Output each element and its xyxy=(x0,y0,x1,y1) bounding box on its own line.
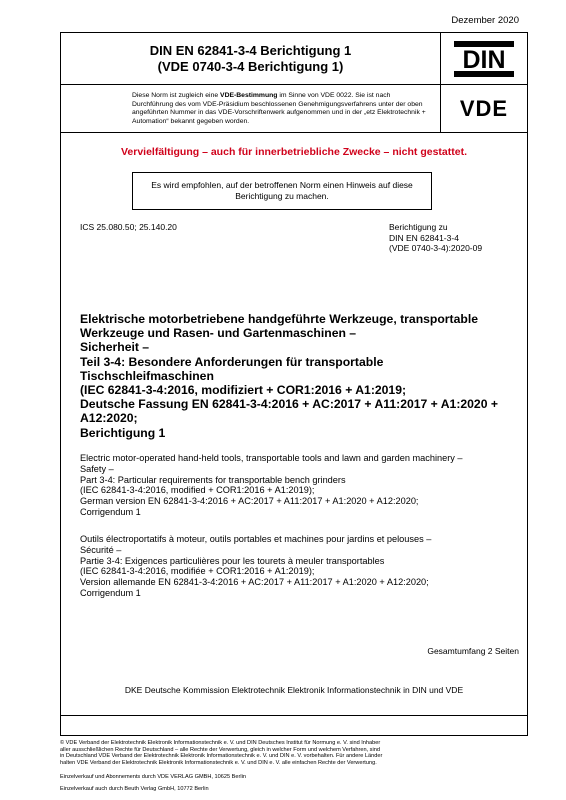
title-line-din: DIN EN 62841-3-4 Berichtigung 1 xyxy=(149,42,352,58)
hint-line-1: Es wird empfohlen, auf der betroffenen Norm einen Hinweis auf diese xyxy=(151,180,413,190)
ics-code: ICS 25.080.50; 25.140.20 xyxy=(80,222,177,232)
publication-date: Dezember 2020 xyxy=(451,15,519,26)
divider-footer xyxy=(60,715,528,716)
correction-reference: Berichtigung zu DIN EN 62841-3-4 (VDE 0740-3-4):2020-09 xyxy=(389,222,483,253)
title-english: Electric motor-operated hand-held tools, transportable tools and lawn and garden machinery – Safety – Part 3-4: Particular requirements for transportable bench grinders (IEC 62841-3-4:2016, modified + COR1:2016 + A1:2019); German version EN 62841-3-4:2016 + AC:2017 + A11:2017 + A1:2020 + A12:2020; Corrigendum 1 xyxy=(80,453,463,517)
din-logo xyxy=(441,33,527,84)
title-german: Elektrische motorbetriebene handgeführte Werkzeuge, transportable Werkzeuge und Rasen- und Gartenmaschinen – Sicherheit – Teil 3-4: Besondere Anforderungen für transportable Tischschleifmaschinen (IEC 62841-3-4:2016, modifiziert + COR1:2016 + A1:2019; Deutsche Fassung EN 62841-3-4:2016 + AC:2017 + A11:2017 + A1:2020 + A12:2020; Berichtigung 1 xyxy=(80,312,498,440)
din-logo-text: DIN xyxy=(462,45,506,74)
sales-vde-verlag: Einzelverkauf und Abonnements durch VDE VERLAG GMBH, 10625 Berlin xyxy=(60,774,246,780)
title-french: Outils électroportatifs à moteur, outils portables et machines pour jardins et pelouses – Sécurité – Partie 3-4: Exigences particulières pour les tourets à meuler transportables (IEC 62841-3-4:2016, modifiée + COR1:2016 + A1:2019); Version allemande EN 62841-3-4:2016 + AC:2017 + A11:2017 + A1:2020 + A12:2020; Corrigendum 1 xyxy=(80,534,432,598)
divider-notice xyxy=(60,132,528,133)
document-title xyxy=(61,33,440,84)
hint-line-2: Berichtigung zu machen. xyxy=(235,191,329,201)
copy-warning: Vervielfältigung – auch für innerbetriebliche Zwecke – nicht gestattet. xyxy=(120,146,467,158)
vde-notice: Diese Norm ist zugleich eine VDE-Bestimmung im Sinne von VDE 0022. Sie ist nach Durchführung des vom VDE-Präsidium beschlossenen Genehmigungsverfahrens unter der oben angeführten Nummer in das VDE-Vorschriftenwerk aufgenommen und in der „etz Elektrotechnik + Automation“ bekannt gegeben worden. xyxy=(132,92,426,125)
total-pages: Gesamtumfang 2 Seiten xyxy=(427,646,519,656)
dke-line: DKE Deutsche Kommission Elektrotechnik Elektronik Informationstechnik in DIN und VDE xyxy=(124,685,464,695)
copyright-notice: © VDE Verband der Elektrotechnik Elektronik Informationstechnik e. V. und DIN Deutsches Institut für Normung e. V. sind Inhaber aller ausschließlichen Rechte für Deutschland – alle Rechte der Verwertung, gleich in welcher Form und welchem Verfahren, sind in Deutschland VDE Verband der Elektrotechnik Elektronik Informationstechnik e. V. und DIN e. V. vorbehalten. Für andere Länder halten VDE Verband der Elektrotechnik Elektronik Informationstechnik e. V. und DIN e. V. alle einfachen Rechte der Verwertung. xyxy=(60,740,383,766)
hint-box xyxy=(132,172,432,210)
title-line-vde: (VDE 0740-3-4 Berichtigung 1) xyxy=(157,58,344,74)
vde-logo: VDE xyxy=(459,95,509,121)
sales-beuth-verlag: Einzelverkauf auch durch Beuth Verlag GmbH, 10772 Berlin xyxy=(60,786,209,792)
